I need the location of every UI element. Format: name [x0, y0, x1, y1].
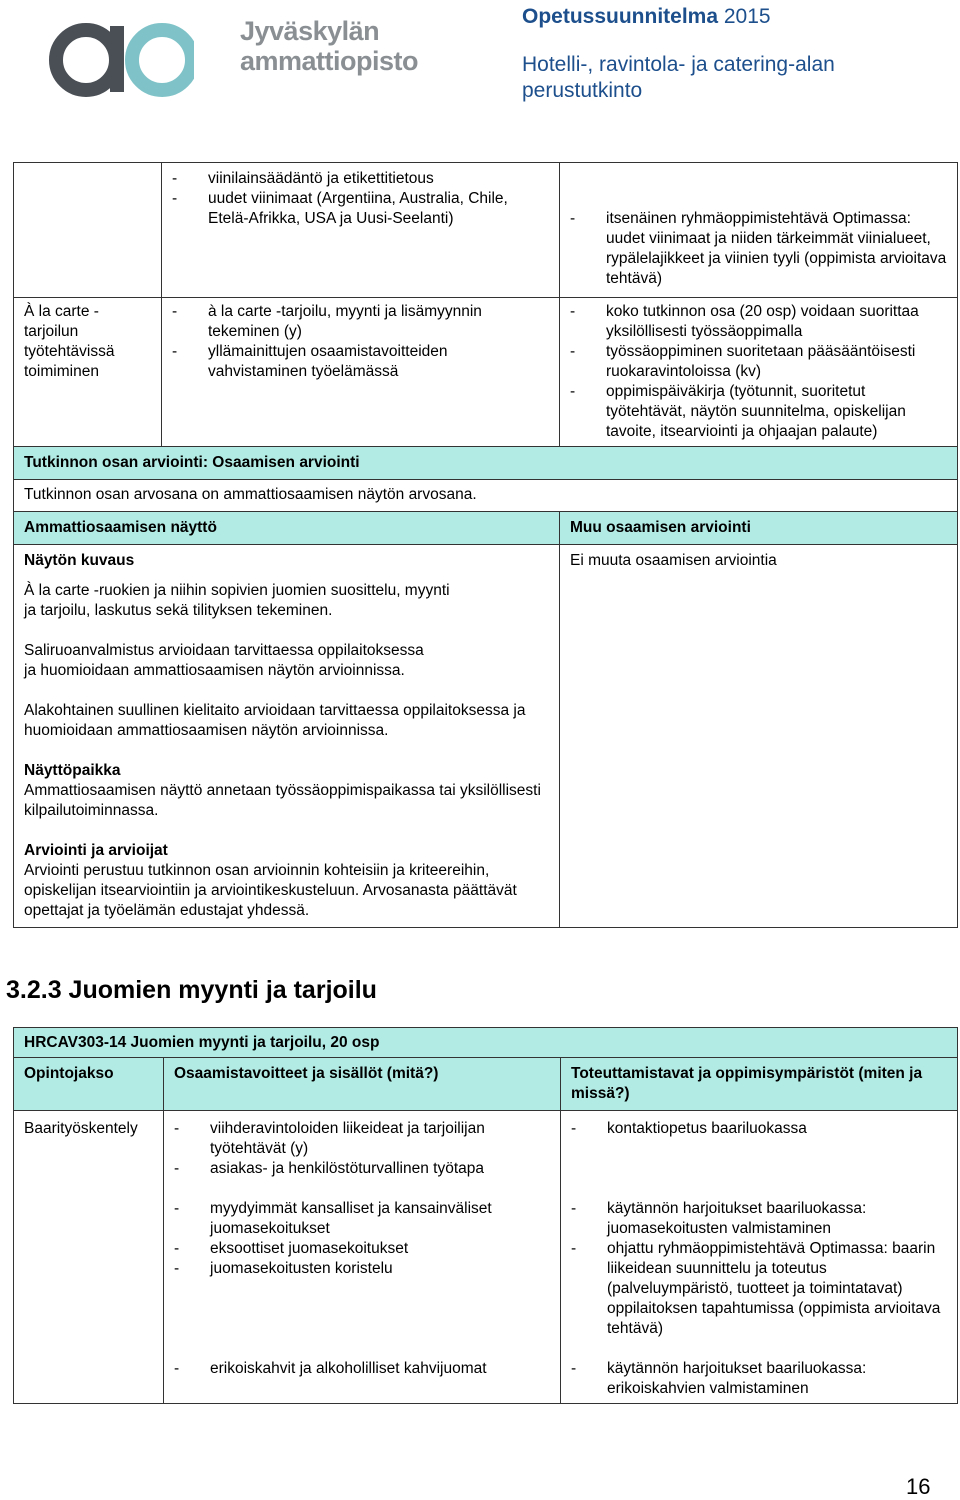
- col-header-osaamistavoitteet: Osaamistavoitteet ja sisällöt (mitä?): [164, 1058, 561, 1111]
- group-3-mid: [174, 1359, 550, 1379]
- list-item: - käytännön harjoitukset baariluokassa: juomasekoitusten valmistaminen: [571, 1199, 947, 1239]
- list-item: - koko tutkinnon osa (20 osp) voidaan suorittaa yksilöllisesti työssäoppimalla: [570, 302, 947, 342]
- method-column: [561, 1111, 958, 1404]
- logo: [44, 4, 444, 100]
- list-item: - käytännön harjoitukset baariluokassa: erikoiskahvien valmistaminen: [571, 1359, 947, 1399]
- arviointi-title: Arviointi ja arvioijat: [24, 842, 168, 859]
- group-2-mid: [174, 1199, 550, 1279]
- row1-col3: [560, 163, 958, 298]
- document-header: [522, 4, 952, 104]
- nayton-kuvaus-text: À la carte -ruokien ja niihin sopivien juomien suosittelu, myynti ja tarjoilu, laskutus sekä tilityksen tekeminen.: [24, 582, 450, 619]
- row2-col3: [560, 298, 958, 447]
- ao-logo-mark: [44, 4, 194, 100]
- list-item: - eksoottiset juomasekoitukset: [174, 1239, 550, 1259]
- doc-title-year: 2015: [723, 5, 771, 28]
- nayttopaikka-text: Ammattiosaamisen näyttö annetaan työssäoppimispaikassa tai yksilöllisesti kilpailutoiminnassa.: [24, 782, 541, 819]
- row1-col2-list: [172, 169, 549, 229]
- page-number: 16: [906, 1474, 931, 1499]
- content-column: [164, 1111, 561, 1404]
- left-heading: Ammattiosaamisen näyttö: [14, 512, 560, 545]
- row-label: Baarityöskentely: [14, 1111, 164, 1404]
- row2-col2-list: [172, 302, 549, 382]
- list-item: - uudet viinimaat (Argentiina, Australia, Chile, Etelä-Afrikka, USA ja Uusi-Seelanti): [172, 189, 549, 229]
- section-heading: 3.2.3 Juomien myynti ja tarjoilu: [6, 976, 377, 1004]
- table-row: [14, 1111, 958, 1404]
- col-header-toteuttamistavat: Toteuttamistavat ja oppimisympäristöt (miten ja missä?): [561, 1058, 958, 1111]
- right-heading: Muu osaamisen arviointi: [560, 512, 958, 545]
- demonstration-description: [14, 545, 560, 928]
- course-title: HRCAV303-14 Juomien myynti ja tarjoilu, 20 osp: [14, 1028, 958, 1058]
- list-item: - viihderavintoloiden liikeideat ja tarjoilijan työtehtävät (y): [174, 1119, 550, 1159]
- saliruoka-text: Saliruoanvalmistus arvioidaan tarvittaessa oppilaitoksessa ja huomioidaan ammattiosaamisen näytön arvioinnissa.: [24, 642, 424, 679]
- course-table: [13, 1027, 958, 1404]
- logo-line-2: ammattiopisto: [240, 46, 419, 76]
- nayttopaikka-title: Näyttöpaikka: [24, 762, 121, 779]
- doc-title: [522, 4, 952, 30]
- assessment-note: Tutkinnon osan arvosana on ammattiosaamisen näytön arvosana.: [14, 480, 958, 512]
- logo-line-1: Jyväskylän: [240, 16, 380, 46]
- row1-col2: [162, 163, 560, 298]
- assessment-table: [13, 162, 958, 928]
- list-item: - erikoiskahvit ja alkoholilliset kahvijuomat: [174, 1359, 550, 1379]
- list-item: - kontaktiopetus baariluokassa: [571, 1119, 947, 1139]
- list-item: - asiakas- ja henkilöstöturvallinen työtapa: [174, 1159, 550, 1179]
- row1-col1: [14, 163, 162, 298]
- table-row: [14, 1058, 958, 1111]
- row2-col2: [162, 298, 560, 447]
- table-row: [14, 480, 958, 512]
- arviointi-text: Arviointi perustuu tutkinnon osan arvioinnin kohteisiin ja kriteereihin, opiskelijan itsearviointiin ja arviointikeskusteluun. Arvosanasta päättävät opettajat ja työelämän edustajat yhdessä.: [24, 862, 517, 919]
- group-1-mid: [174, 1119, 550, 1179]
- nayton-kuvaus-title: Näytön kuvaus: [24, 552, 135, 569]
- group-2-right: [571, 1199, 947, 1339]
- doc-subtitle: Hotelli-, ravintola- ja catering-alan perustutkinto: [522, 53, 835, 102]
- list-item: - juomasekoitusten koristelu: [174, 1259, 550, 1279]
- row2-col3-list: [570, 302, 947, 442]
- list-item: - ohjattu ryhmäoppimistehtävä Optimassa: baarin liikeidean suunnittelu ja toteutus (palveluympäristö, tuotteet ja toimintatavat) oppilaitoksen tapahtumissa (oppimista arvioitava tehtävä): [571, 1239, 947, 1339]
- logo-wordmark: [240, 16, 418, 76]
- list-item: - myydyimmät kansalliset ja kansainväliset juomasekoitukset: [174, 1199, 550, 1239]
- other-assessment: Ei muuta osaamisen arviointia: [560, 545, 958, 928]
- list-item: - yllämainittujen osaamistavoitteiden vahvistaminen työelämässä: [172, 342, 549, 382]
- col-header-opintojakso: Opintojakso: [14, 1058, 164, 1111]
- table-row: [14, 163, 958, 298]
- list-item: - à la carte -tarjoilu, myynti ja lisämyynnin tekeminen (y): [172, 302, 549, 342]
- group-1-right: [571, 1119, 947, 1139]
- table-row: [14, 447, 958, 480]
- list-item: - työssäoppiminen suoritetaan pääsääntöisesti ruokaravintoloissa (kv): [570, 342, 947, 382]
- list-item: - itsenäinen ryhmäoppimistehtävä Optimassa: uudet viinimaat ja niiden tärkeimmät viinialueet, rypälelajikkeet ja viinien tyyli (oppimista arvioitava tehtävä): [570, 209, 947, 289]
- table-row: [14, 545, 958, 928]
- row1-col3-list: [570, 209, 947, 289]
- row2-label: À la carte -tarjoilun työtehtävissä toimiminen: [14, 298, 162, 447]
- table-row: [14, 298, 958, 447]
- list-item: - oppimispäiväkirja (työtunnit, suoritetut työtehtävät, näytön suunnitelma, opiskelijan tavoite, itsearviointi ja ohjaajan palaute): [570, 382, 947, 442]
- doc-title-main: Opetussuunnitelma: [522, 5, 719, 28]
- assessment-heading: Tutkinnon osan arviointi: Osaamisen arviointi: [14, 447, 958, 480]
- table-row: [14, 512, 958, 545]
- table-row: [14, 1028, 958, 1058]
- list-item: - viinilainsäädäntö ja etikettitietous: [172, 169, 549, 189]
- kielitaito-text: Alakohtainen suullinen kielitaito arvioidaan tarvittaessa oppilaitoksessa ja huomioidaan ammattiosaamisen näytön arvioinnissa.: [24, 702, 526, 739]
- group-3-right: [571, 1359, 947, 1399]
